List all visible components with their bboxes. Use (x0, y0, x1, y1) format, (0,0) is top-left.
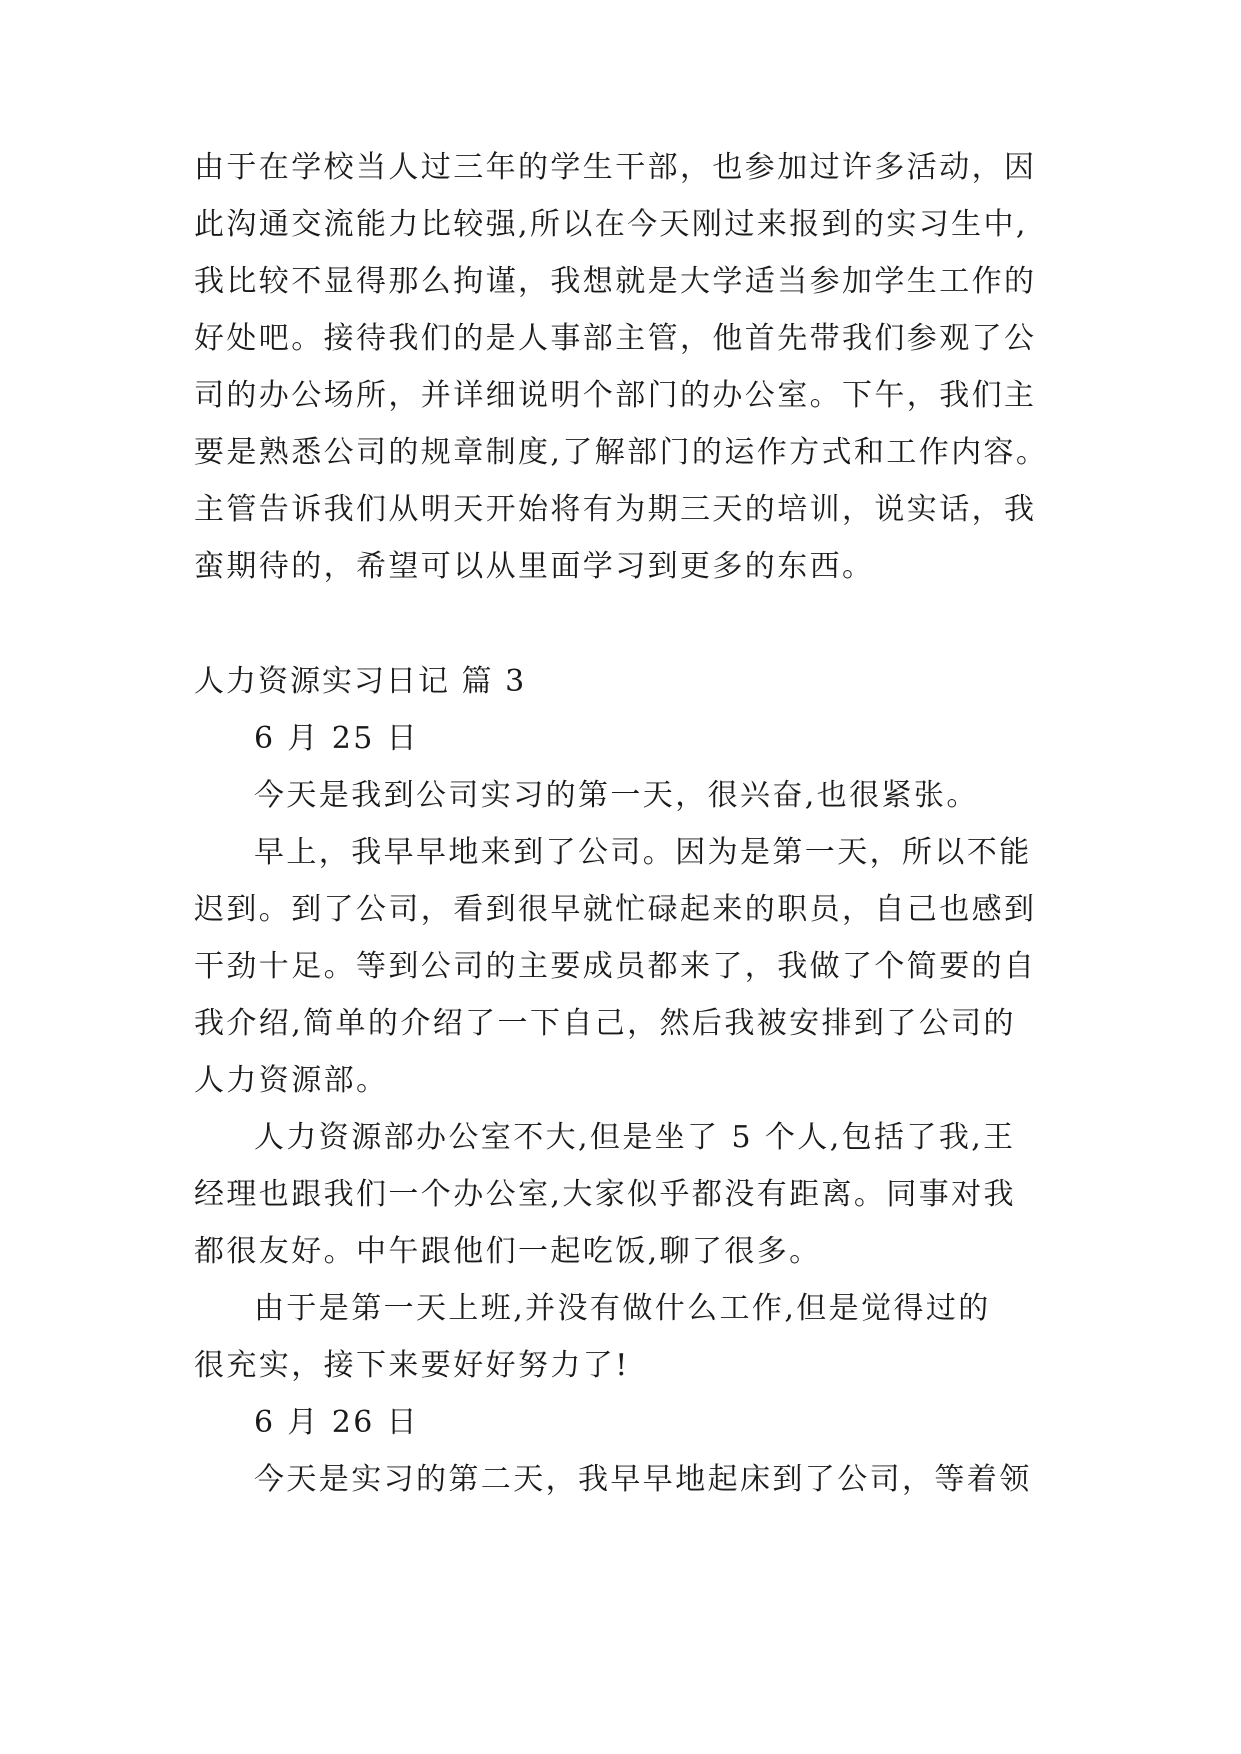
paragraph-1-line-4: 好处吧。接待我们的是人事部主管，他首先带我们参观了公 (194, 321, 1037, 356)
entry-1-p2-line-1: 早上，我早早地来到了公司。因为是第一天，所以不能 (254, 835, 1032, 870)
entry-1-p3-line-2: 经理也跟我们一个办公室,大家似乎都没有距离。同事对我 (194, 1177, 1016, 1212)
paragraph-1-line-8: 蛮期待的，希望可以从里面学习到更多的东西。 (194, 549, 875, 584)
entry-2-date: 6 月 26 日 (254, 1405, 420, 1440)
paragraph-1-line-3: 我比较不显得那么拘谨，我想就是大学适当参加学生工作的 (194, 264, 1037, 299)
entry-1-p2-line-3: 干劲十足。等到公司的主要成员都来了，我做了个简要的自 (194, 949, 1037, 984)
entry-1-p4-line-1: 由于是第一天上班,并没有做什么工作,但是觉得过的 (254, 1291, 991, 1326)
entry-1-date: 6 月 25 日 (254, 721, 420, 756)
entry-1-p2-line-4: 我介绍,简单的介绍了一下自己，然后我被安排到了公司的 (194, 1006, 1016, 1041)
entry-1-p3-line-3: 都很友好。中午跟他们一起吃饭,聊了很多。 (194, 1234, 822, 1269)
entry-1-p2-line-5: 人力资源部。 (194, 1063, 389, 1098)
section-heading: 人力资源实习日记 篇 3 (194, 664, 527, 699)
paragraph-1-line-5: 司的办公场所，并详细说明个部门的办公室。下午，我们主 (194, 378, 1037, 413)
entry-1-p2-line-2: 迟到。到了公司，看到很早就忙碌起来的职员，自己也感到 (194, 892, 1037, 927)
entry-2-p1-line-1: 今天是实习的第二天，我早早地起床到了公司，等着领 (254, 1462, 1032, 1497)
paragraph-1-line-7: 主管告诉我们从明天开始将有为期三天的培训，说实话，我 (194, 492, 1037, 527)
paragraph-1-line-6: 要是熟悉公司的规章制度,了解部门的运作方式和工作内容。 (194, 435, 1049, 470)
paragraph-1-line-1: 由于在学校当人过三年的学生干部，也参加过许多活动，因 (194, 150, 1037, 185)
paragraph-1-line-2: 此沟通交流能力比较强,所以在今天刚过来报到的实习生中, (194, 207, 1028, 242)
entry-1-p1-line-1: 今天是我到公司实习的第一天，很兴奋,也很紧张。 (254, 778, 979, 813)
entry-1-p4-line-2: 很充实，接下来要好好努力了! (194, 1348, 630, 1383)
entry-1-p3-line-1: 人力资源部办公室不大,但是坐了 5 个人,包括了我,王 (254, 1120, 1016, 1155)
